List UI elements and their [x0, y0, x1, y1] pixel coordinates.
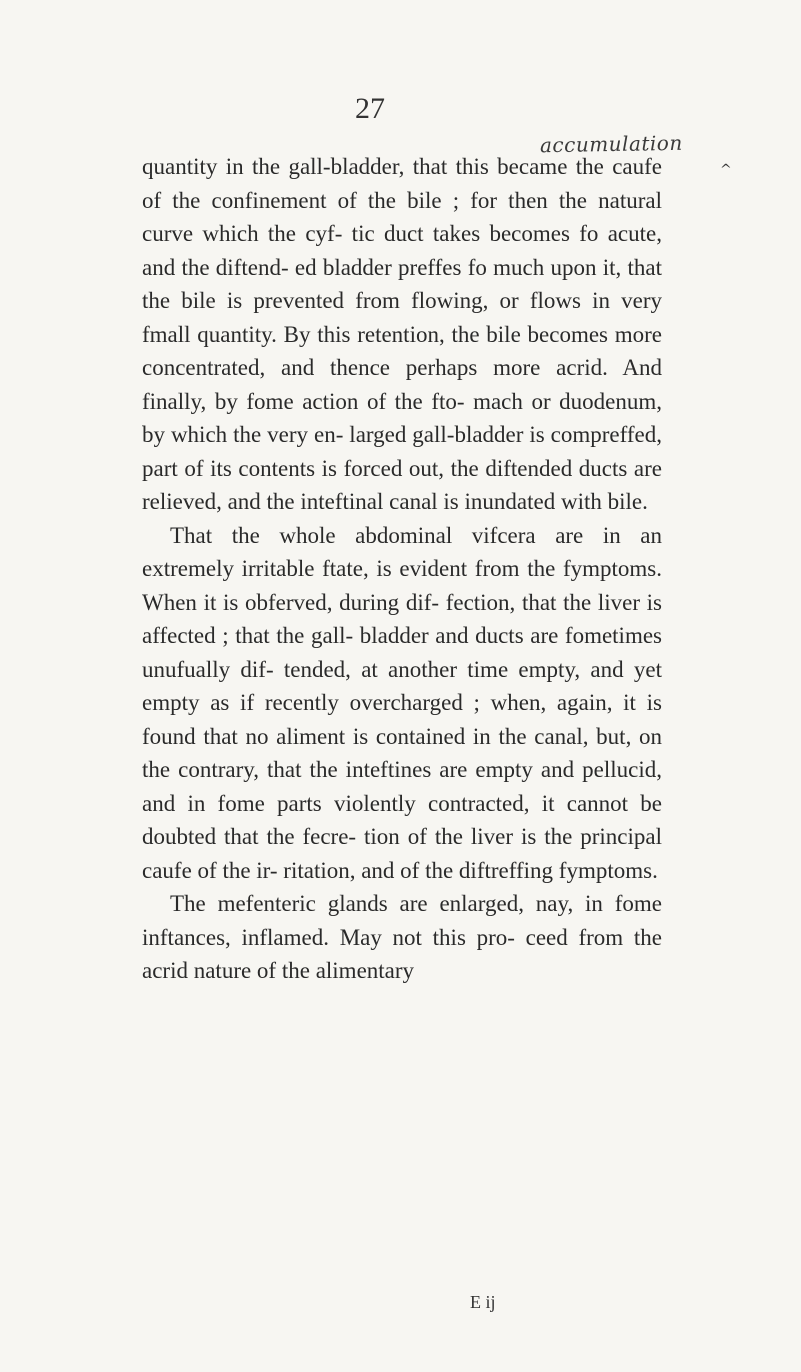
insertion-caret: ^ — [720, 162, 732, 178]
paragraph-3: The mefenteric glands are enlarged, nay, in fome inftances, inflamed. May not this pro- ceed from the acrid nature of the alimentary — [142, 891, 662, 983]
body-text — [142, 150, 662, 988]
paragraph-2: That the whole abdominal vifcera are in an extremely irritable ftate, is evident from the fymptoms. When it is obferved, during dif- fection, that the liver is affected ; that the gall- bladder and ducts are fometimes unufually dif- tended, at another time empty, and yet empty as if recently overcharged ; when, again, it is found that no aliment is contained in the canal, but, on the contrary, that the inteftines are empty and pellucid, and in fome parts violently contracted, it cannot be doubted that the fecre- tion of the liver is the principal caufe of the ir- ritation, and of the diftreffing fymptoms. — [142, 522, 662, 883]
handwritten-annotation: accumulation — [539, 130, 683, 158]
signature-mark: E ij — [470, 1292, 496, 1312]
paragraph-1: quantity in the gall-bladder, that this became the caufe of the confinement of the bile ; for then the natural curve which the cyf- tic duct takes becomes fo acute, and the diftend- ed bladder preffes fo much upon it, that the bile is prevented from flowing, or flows in very fmall quantity. By this retention, the bile becomes more concentrated, and thence perhaps more acrid. And finally, by fome action of the fto- mach or duodenum, by which the very en- larged gall-bladder is compreffed, part of its contents is forced out, the diftended ducts are relieved, and the inteftinal canal is inundated with bile. — [142, 154, 662, 514]
page-number: 27 — [355, 92, 385, 125]
